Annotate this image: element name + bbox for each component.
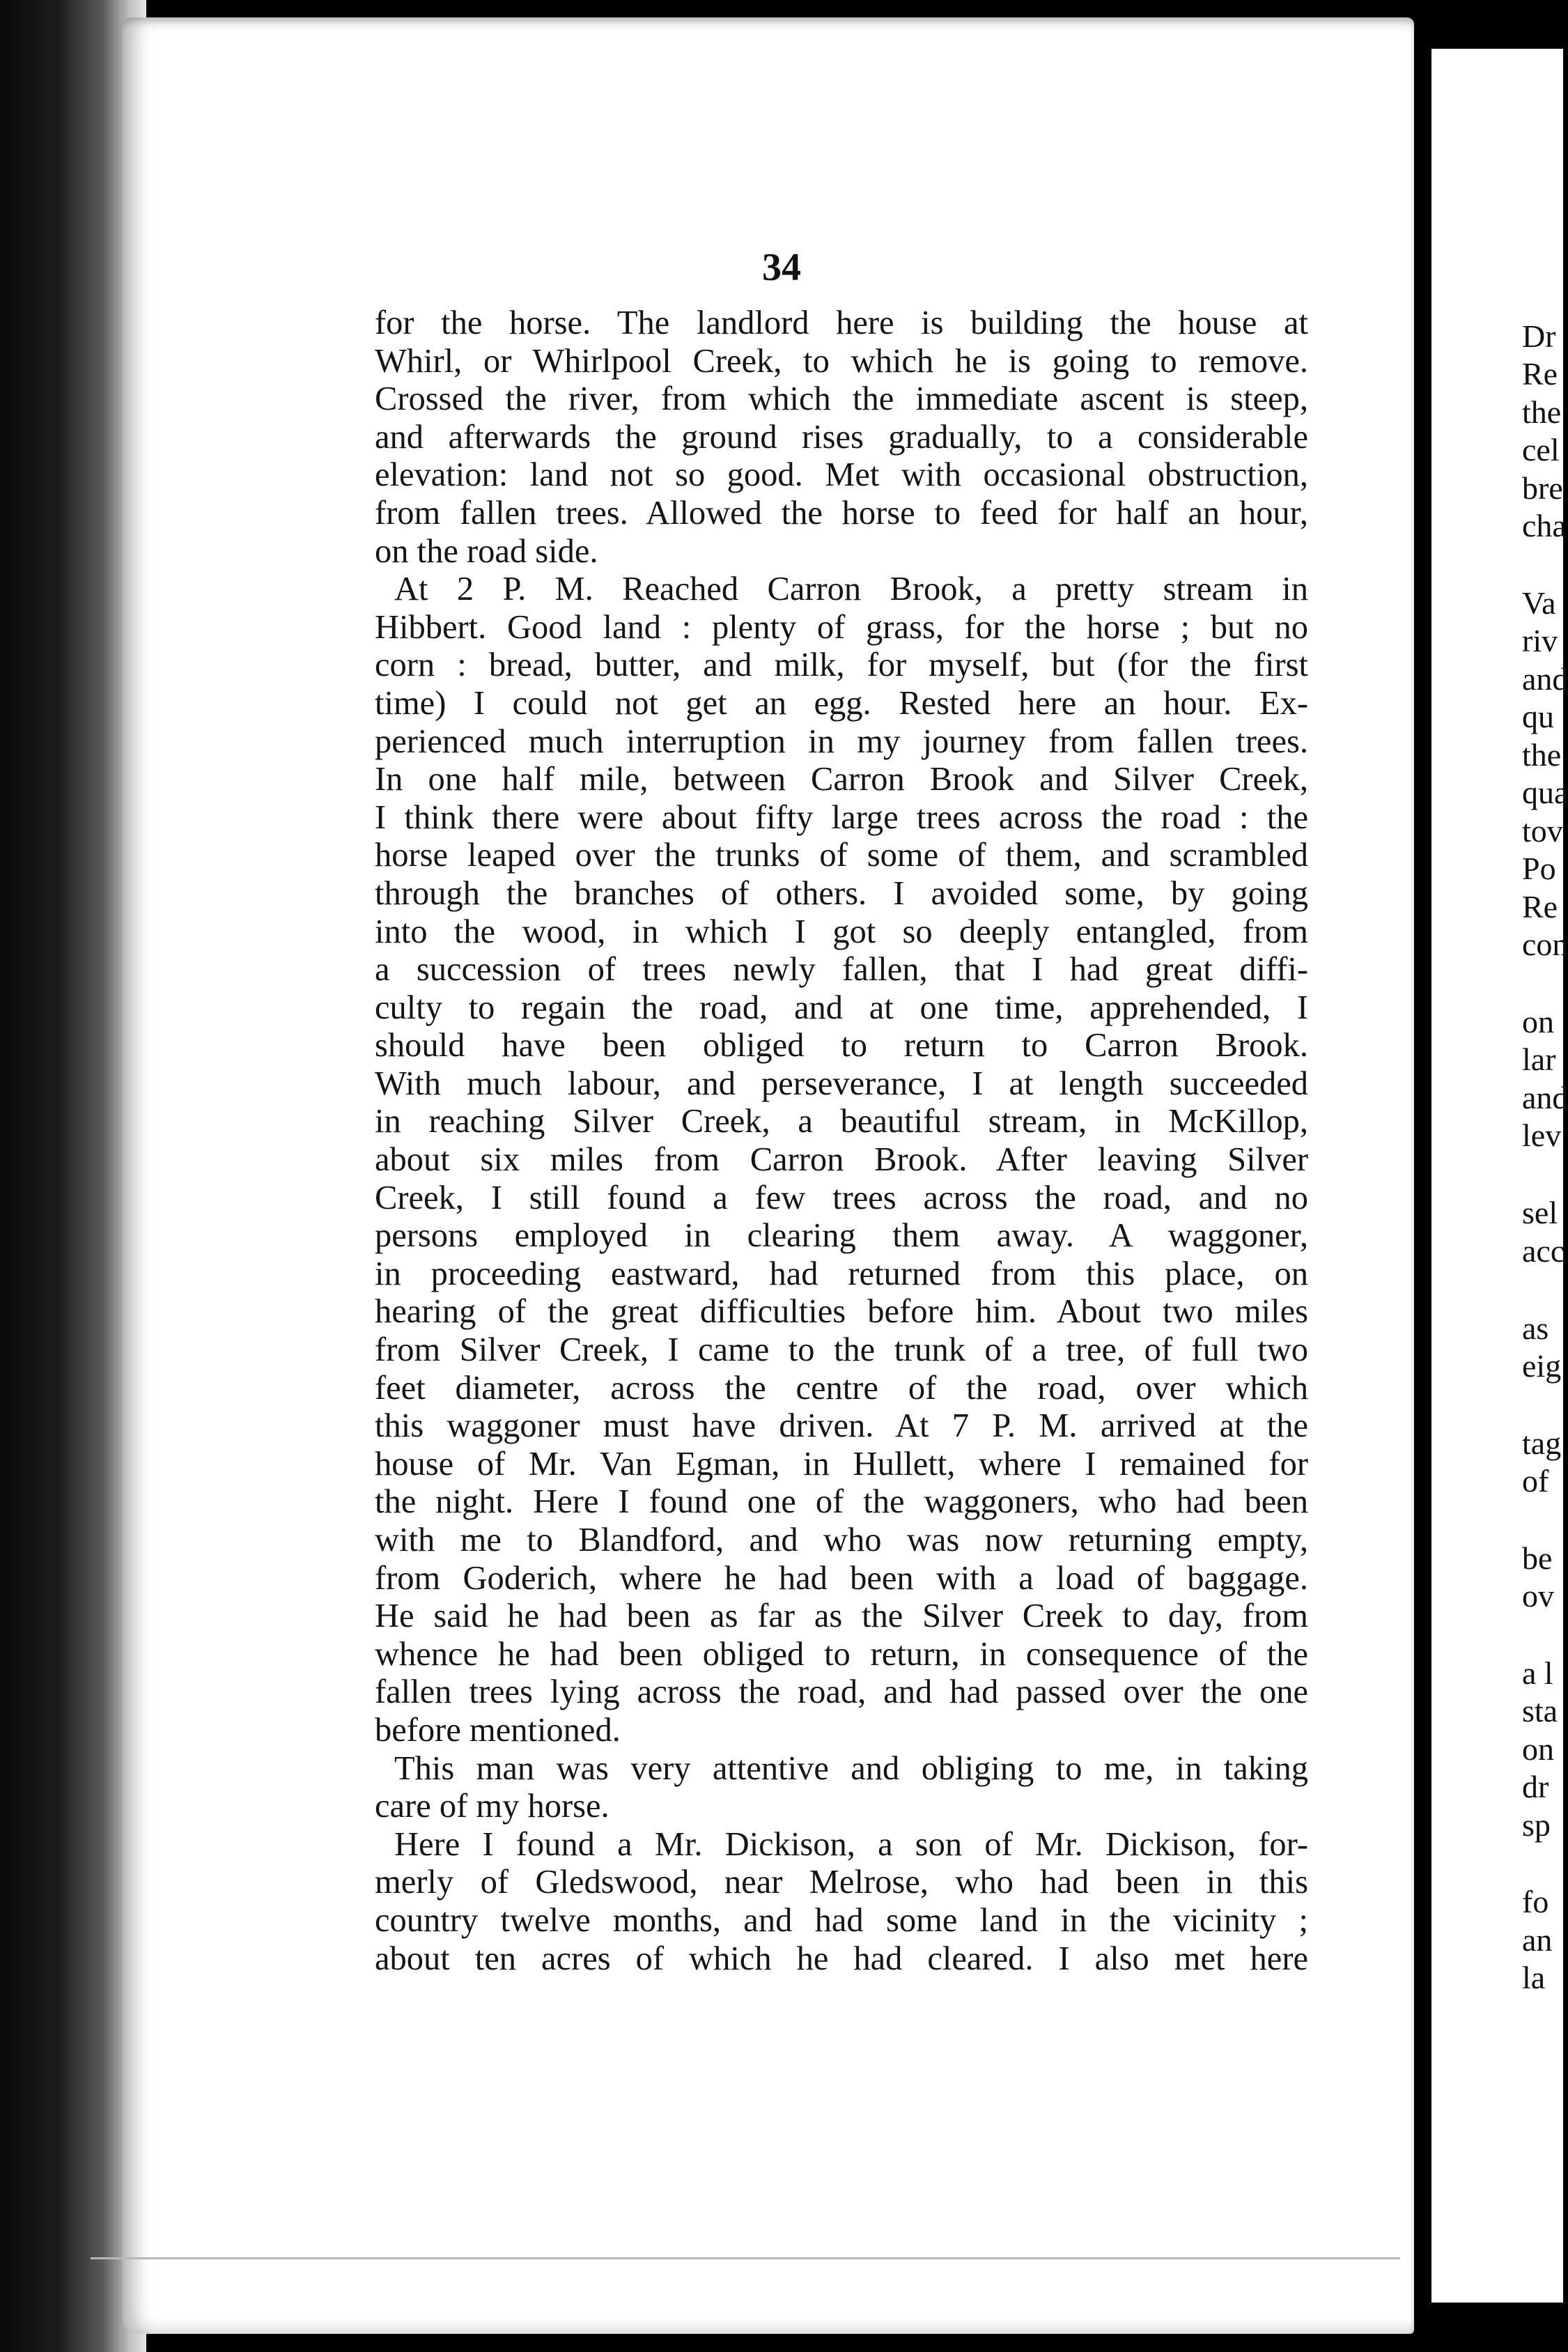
facing-page-fragment: qu <box>1522 699 1554 734</box>
text-line: in reaching Silver Creek, a beautiful stream, in McKillop, <box>375 1103 1308 1140</box>
text-line: from Goderich, where he had been with a load of baggage. <box>375 1559 1308 1597</box>
text-line: and afterwards the ground rises gradually, to a considerable <box>375 418 1308 456</box>
text-line: country twelve months, and had some land in the vicinity ; <box>375 1901 1308 1939</box>
text-line: about ten acres of which he had cleared. I also met here <box>375 1940 1308 1977</box>
facing-page-fragment: on <box>1522 1004 1554 1039</box>
text-line: before mentioned. <box>375 1711 621 1749</box>
facing-page-fragment: tov <box>1522 813 1563 849</box>
facing-page-fragment: lar <box>1522 1042 1556 1077</box>
facing-page-fragment: and <box>1522 661 1568 697</box>
text-line: Whirl, or Whirlpool Creek, to which he is going to remove. <box>375 342 1308 380</box>
facing-page-fragment: con <box>1522 927 1568 962</box>
page-bottom-rule <box>91 2257 1400 2259</box>
text-line: This man was very attentive and obliging to me, in taking <box>394 1749 1308 1787</box>
text-line: house of Mr. Van Egman, in Hullett, where I remained for <box>375 1445 1308 1483</box>
facing-page-fragment: fo <box>1522 1884 1549 1919</box>
text-line: Creek, I still found a few trees across the road, and no <box>375 1179 1308 1216</box>
text-line: horse leaped over the trunks of some of them, and scrambled <box>375 837 1308 874</box>
facing-page-fragment: the <box>1522 737 1562 773</box>
facing-page-fragment: as <box>1522 1310 1549 1346</box>
body-text <box>375 304 1308 1978</box>
text-line: Crossed the river, from which the immediate ascent is steep, <box>375 380 1308 418</box>
facing-page-fragment: cha <box>1522 508 1567 543</box>
text-line: At 2 P. M. Reached Carron Brook, a pretty stream in <box>394 571 1308 608</box>
text-line: for the horse. The landlord here is building the house at <box>375 304 1308 341</box>
facing-page-fragment: Dr <box>1522 318 1556 354</box>
text-line: whence he had been obliged to return, in consequence of the <box>375 1635 1308 1673</box>
facing-page-fragment: qua <box>1522 775 1568 810</box>
facing-page-fragment: be <box>1522 1540 1553 1576</box>
facing-page-fragment: on <box>1522 1731 1554 1767</box>
facing-page-fragment: the <box>1522 394 1562 430</box>
text-line: perienced much interruption in my journey from fallen trees. <box>375 722 1308 760</box>
facing-page-fragment: la <box>1522 1960 1546 1995</box>
text-line: a succession of trees newly fallen, that I had great diffi- <box>375 951 1308 989</box>
facing-page-fragment: Re <box>1522 356 1558 392</box>
facing-page-fragment: sta <box>1522 1693 1558 1728</box>
text-line: hearing of the great difficulties before him. About two miles <box>375 1293 1308 1331</box>
facing-page-fragment: an <box>1522 1922 1553 1958</box>
text-line: about six miles from Carron Brook. After leaving Silver <box>375 1141 1308 1179</box>
text-line: this waggoner must have driven. At 7 P. M. arrived at the <box>375 1407 1308 1445</box>
text-line: feet diameter, across the centre of the road, over which <box>375 1369 1308 1407</box>
text-line: He said he had been as far as the Silver Creek to day, from <box>375 1597 1308 1635</box>
text-line: With much labour, and perseverance, I at length succeeded <box>375 1065 1308 1102</box>
facing-page-fragment: bre <box>1522 470 1563 506</box>
text-line: persons employed in clearing them away. A waggoner, <box>375 1217 1308 1255</box>
text-line: from fallen trees. Allowed the horse to feed for half an hour, <box>375 494 1308 532</box>
text-line: on the road side. <box>375 532 598 570</box>
facing-page-fragment: and <box>1522 1080 1568 1115</box>
text-line: merly of Gledswood, near Melrose, who had been in this <box>375 1864 1308 1901</box>
facing-page-fragment: acc <box>1522 1233 1565 1269</box>
text-line: I think there were about fifty large trees across the road : the <box>375 798 1308 836</box>
text-line: should have been obliged to return to Carron Brook. <box>375 1027 1308 1065</box>
facing-page-fragment: tag <box>1522 1425 1562 1461</box>
text-line: in proceeding eastward, had returned from this place, on <box>375 1255 1308 1292</box>
facing-page-fragment: sp <box>1522 1807 1551 1843</box>
facing-page-edge <box>1431 49 1568 2303</box>
facing-page-fragment: riv <box>1522 623 1558 658</box>
text-line: time) I could not get an egg. Rested here an hour. Ex- <box>375 684 1308 722</box>
text-line: care of my horse. <box>375 1788 610 1825</box>
text-line: Hibbert. Good land : plenty of grass, for the horse ; but no <box>375 608 1308 646</box>
text-line: elevation: land not so good. Met with occasional obstruction, <box>375 456 1308 494</box>
text-line: corn : bread, butter, and milk, for myself, but (for the first <box>375 647 1308 684</box>
facing-page-fragment: cel <box>1522 432 1560 467</box>
facing-page-fragment: dr <box>1522 1769 1549 1804</box>
text-line: into the wood, in which I got so deeply entangled, from <box>375 913 1308 950</box>
text-line: In one half mile, between Carron Brook and Silver Creek, <box>375 761 1308 798</box>
facing-page-fragment: eig <box>1522 1348 1562 1384</box>
text-line: the night. Here I found one of the waggoners, who had been <box>375 1483 1308 1521</box>
facing-page-fragment: of <box>1522 1463 1549 1499</box>
text-line: fallen trees lying across the road, and had passed over the one <box>375 1673 1308 1711</box>
text-line: through the branches of others. I avoided some, by going <box>375 874 1308 912</box>
text-line: culty to regain the road, and at one time, apprehended, I <box>375 989 1308 1026</box>
facing-page-fragment: Re <box>1522 889 1558 924</box>
facing-page-fragment: lev <box>1522 1117 1562 1153</box>
facing-page-fragment: Va <box>1522 585 1556 621</box>
facing-page-fragment: ov <box>1522 1578 1554 1614</box>
page-number: 34 <box>762 246 801 289</box>
text-line: Here I found a Mr. Dickison, a son of Mr. Dickison, for- <box>394 1825 1308 1863</box>
text-line: with me to Blandford, and who was now returning empty, <box>375 1522 1308 1558</box>
facing-page-fragment: a l <box>1522 1655 1553 1691</box>
facing-page-fragment: sel <box>1522 1195 1558 1230</box>
text-line: from Silver Creek, I came to the trunk of a tree, of full two <box>375 1331 1308 1369</box>
facing-page-fragment: Po <box>1522 851 1556 886</box>
